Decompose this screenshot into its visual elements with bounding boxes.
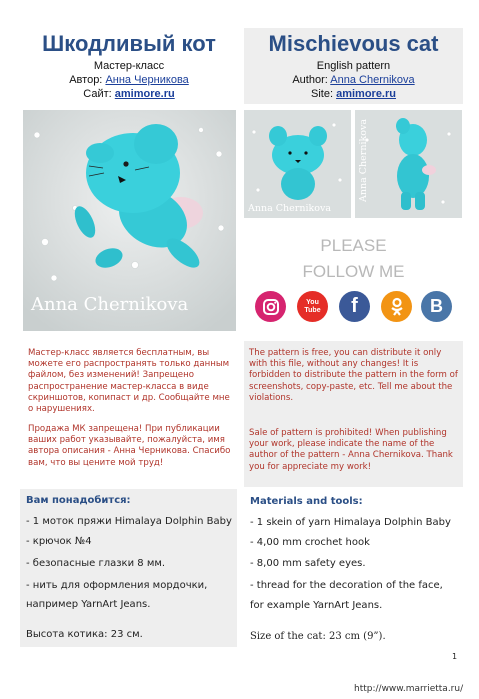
facebook-label: f: [351, 295, 358, 317]
youtube-label: You Tube: [304, 298, 321, 314]
notice-ru: Мастер-класс является бесплатным, вы можете его распространять только данным файлом, без изменений! Запрещено распространение мастер-класса в виде скриншотов, копипаст и др. Сообщайте мне о нарушениях.: [28, 348, 230, 415]
author-label-en: Author:: [292, 74, 328, 86]
sale-notice-ru: Продажа МК запрещена! При публикации ваших работ указывайте, пожалуйста, имя автора описания - Анна Черникова. Спасибо вам, что вы цените мой труд!: [28, 424, 231, 468]
watermark-en-2: Anna Chernikova: [358, 119, 369, 202]
instagram-glyph: [262, 298, 280, 316]
odnoklassniki-glyph: [389, 297, 405, 317]
photo-side: [355, 110, 462, 218]
subtitle-ru: Мастер-класс: [93, 60, 165, 72]
site-line-ru: [20, 88, 238, 101]
header-en: [244, 28, 463, 104]
follow-line-2: FOLLOW ME: [302, 262, 405, 281]
crocheted-cat-image: [23, 110, 236, 331]
site-label-en: Site:: [311, 88, 334, 100]
cat-front-image: [244, 110, 351, 218]
list-item: - 1 моток пряжи Himalaya Dolphin Baby: [26, 516, 232, 527]
vk-label: B: [430, 296, 443, 316]
size-ru: Высота котика: 23 см.: [26, 629, 143, 640]
author-line-en: [244, 74, 463, 87]
author-line-ru: [20, 74, 238, 87]
cat-side-image: [355, 110, 462, 218]
photo-front: [244, 110, 351, 218]
materials-heading-ru: Вам понадобится:: [26, 495, 131, 506]
site-link-en[interactable]: amimore.ru: [336, 88, 396, 100]
site-line-en: [244, 88, 463, 101]
watermark-ru: Anna Chernikova: [31, 294, 189, 315]
header-ru: [20, 30, 238, 102]
materials-en: [244, 489, 463, 647]
notice-en: The pattern is free, you can distribute it only with this file, without any changes! It is forbidden to distribute the pattern in the form of screenshots, copy-paste, etc. Tell me about the violations.: [249, 348, 458, 403]
list-item: например YarnArt Jeans.: [26, 599, 151, 610]
page-number: 1: [452, 652, 458, 661]
site-label-ru: Сайт:: [83, 88, 112, 100]
site-footer[interactable]: http://www.marrietta.ru/: [354, 684, 464, 694]
author-link-ru[interactable]: Анна Черникова: [105, 74, 189, 86]
instagram-icon[interactable]: [255, 291, 286, 322]
watermark-en-1: Anna Chernikova: [248, 203, 331, 214]
list-item: - 1 skein of yarn Himalaya Dolphin Baby: [250, 517, 451, 528]
follow-line-1: PLEASE: [320, 236, 387, 255]
list-item: - нить для оформления мордочки,: [26, 580, 208, 591]
title-ru: Шкодливый кот: [42, 31, 216, 56]
list-item: - безопасные глазки 8 мм.: [26, 558, 166, 569]
odnoklassniki-icon[interactable]: [381, 291, 412, 322]
youtube-icon[interactable]: [297, 291, 328, 322]
facebook-icon[interactable]: [339, 291, 370, 322]
list-item: for example YarnArt Jeans.: [250, 600, 383, 611]
size-en: Size of the cat: 23 cm (9”).: [250, 631, 386, 642]
list-item: - крючок №4: [26, 536, 92, 547]
author-link-en[interactable]: Anna Chernikova: [330, 74, 415, 86]
list-item: - thread for the decoration of the face,: [250, 580, 443, 591]
materials-ru: [20, 489, 237, 647]
site-link-ru[interactable]: amimore.ru: [114, 88, 175, 100]
list-item: - 4,00 mm crochet hook: [250, 537, 370, 548]
materials-heading-en: Materials and tools:: [250, 496, 363, 507]
subtitle-en: English pattern: [316, 60, 391, 72]
title-en: Mischievous cat: [268, 31, 439, 56]
vk-icon[interactable]: [421, 291, 452, 322]
author-label-ru: Автор:: [69, 74, 103, 86]
main-photo: [23, 110, 236, 331]
sale-notice-en: Sale of pattern is prohibited! When publishing your work, please indicate the name of the author of the pattern - Anna Chernikova. Thank you for appreciate my work!: [249, 428, 453, 472]
list-item: - 8,00 mm safety eyes.: [250, 558, 366, 569]
